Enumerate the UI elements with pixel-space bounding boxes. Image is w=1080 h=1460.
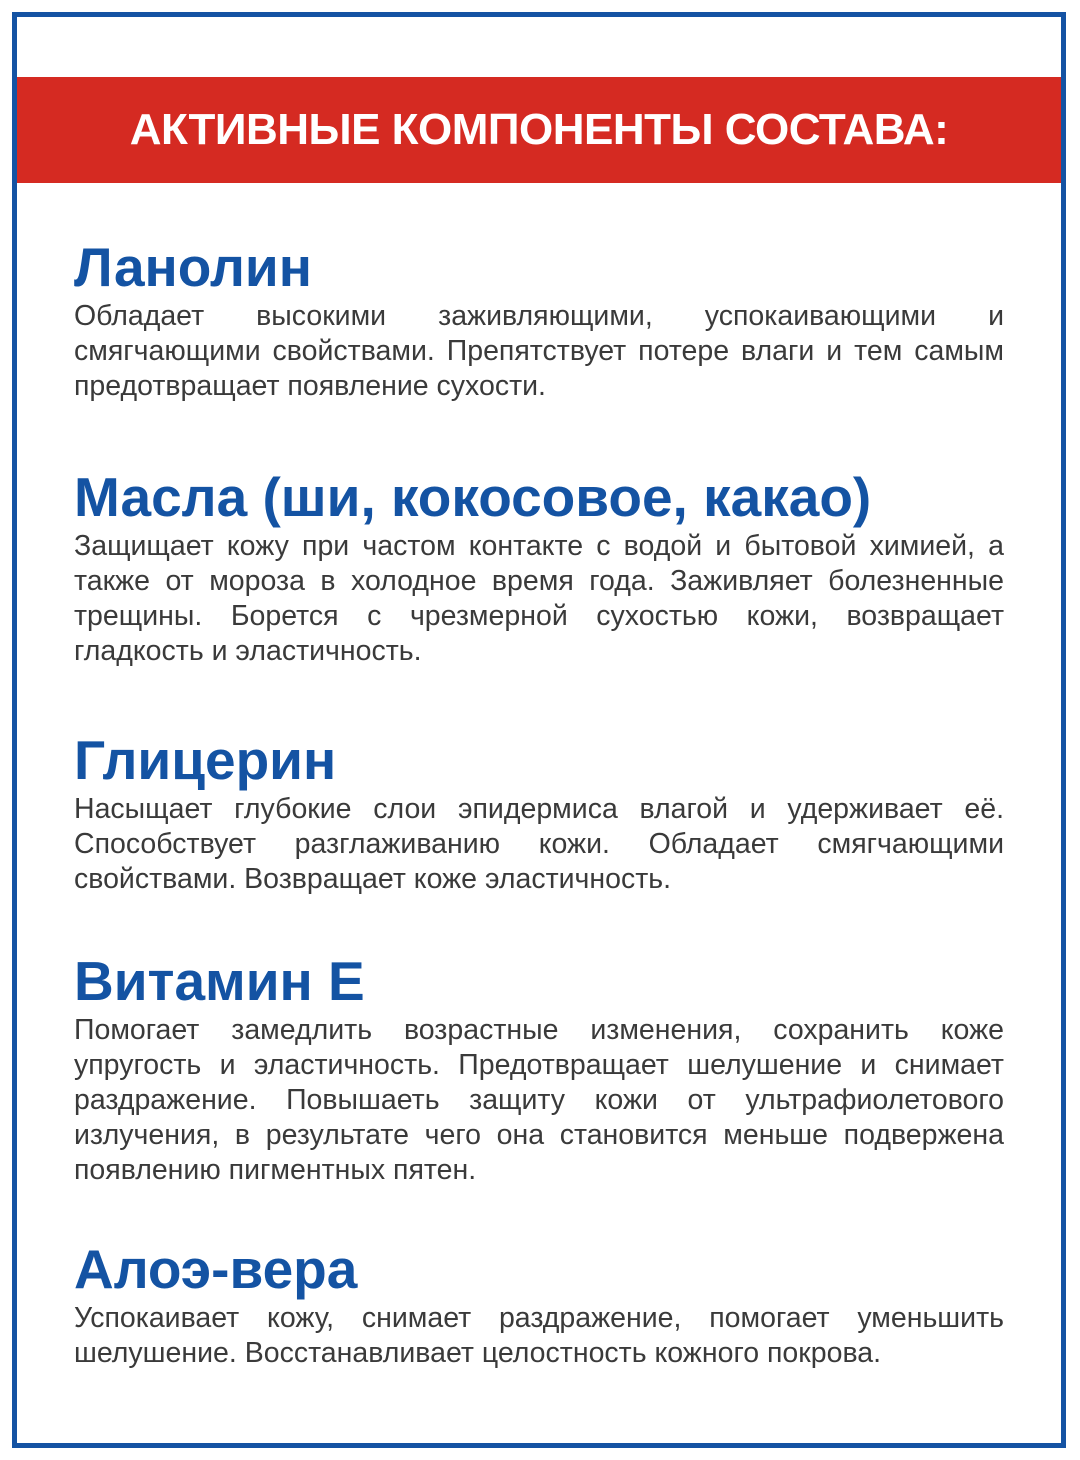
- section-glycerin: [74, 728, 1004, 897]
- card-frame: [12, 12, 1066, 1448]
- section-text: Насыщает глубокие слои эпидермиса влагой и удерживает её. Способствует разглаживанию кожи. Обладает смягчающими свойствами. Возвращает коже эластичность.: [74, 793, 1004, 895]
- section-lanolin: [74, 235, 1004, 404]
- section-text: Обладает высокими заживляющими, успокаивающими и смягчающими свойствами. Препятствует потере влаги и тем самым предотвращает появление сухости.: [74, 300, 1004, 402]
- section-vitamin-e: [74, 949, 1004, 1188]
- section-aloe-vera: [74, 1237, 1004, 1371]
- section-title: Витамин Е: [74, 950, 365, 1012]
- section-text: Успокаивает кожу, снимает раздражение, помогает уменьшить шелушение. Восстанавливает целостность кожного покрова.: [74, 1302, 1004, 1369]
- header-banner: [17, 77, 1061, 183]
- section-title: Масла (ши, кокосовое, какао): [74, 466, 872, 528]
- section-title: Ланолин: [74, 236, 312, 298]
- section-oils: [74, 465, 1004, 669]
- section-text: Помогает замедлить возрастные изменения, сохранить коже упругость и эластичность. Предотвращает шелушение и снимает раздражение. Повышаеть защиту кожи от ультрафиолетового излучения, в результате чего она становится меньше подвержена появлению пигментных пятен.: [74, 1014, 1004, 1186]
- page-title: АКТИВНЫЕ КОМПОНЕНТЫ СОСТАВА:: [129, 105, 949, 154]
- section-text: Защищает кожу при частом контакте с водой и бытовой химией, а также от мороза в холодное время года. Заживляет болезненные трещины. Борется с чрезмерной сухостью кожи, возвращает гладкость и эластичность.: [74, 530, 1004, 667]
- section-title: Глицерин: [74, 729, 337, 791]
- section-title: Алоэ-вера: [74, 1238, 358, 1300]
